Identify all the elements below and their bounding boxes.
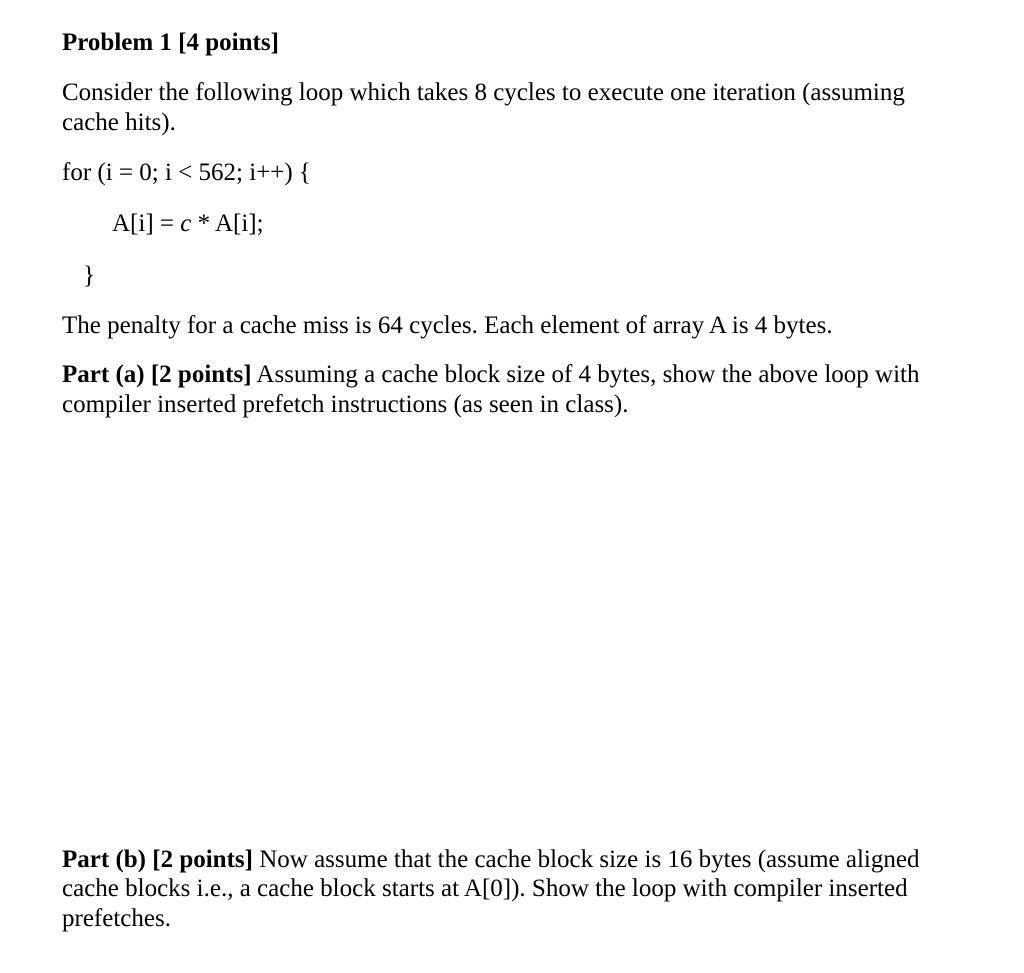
part-b-label: Part (b) [2 points] bbox=[62, 846, 253, 873]
intro-text-line-2: cache hits). bbox=[62, 109, 176, 136]
problem-title: Problem 1 [4 points] bbox=[62, 29, 279, 56]
code-close-brace: } bbox=[83, 262, 95, 289]
part-a-line-1 bbox=[62, 360, 919, 390]
code-body-pre: A[i] = bbox=[112, 210, 181, 237]
code-for-line: for (i = 0; i < 562; i++) { bbox=[62, 159, 311, 186]
part-b-line-3: prefetches. bbox=[62, 905, 171, 932]
code-body-var: c bbox=[180, 210, 192, 237]
penalty-text: The penalty for a cache miss is 64 cycles. Each element of array A is 4 bytes. bbox=[62, 312, 833, 339]
part-a-text-1: Assuming a cache block size of 4 bytes, show the above loop with bbox=[251, 361, 920, 388]
intro-text-line-1: Consider the following loop which takes 8 cycles to execute one iteration (assuming bbox=[62, 79, 905, 106]
part-a-line-2: compiler inserted prefetch instructions (as seen in class). bbox=[62, 391, 629, 418]
part-b-line-1 bbox=[62, 845, 919, 875]
code-body-line bbox=[112, 209, 264, 239]
part-b-line-2: cache blocks i.e., a cache block starts at A[0]). Show the loop with compiler inserted bbox=[62, 875, 908, 902]
part-b-text-1: Now assume that the cache block size is 16 bytes (assume aligned bbox=[252, 846, 920, 873]
part-a-label: Part (a) [2 points] bbox=[62, 361, 252, 388]
code-body-post: * A[i]; bbox=[191, 210, 264, 237]
